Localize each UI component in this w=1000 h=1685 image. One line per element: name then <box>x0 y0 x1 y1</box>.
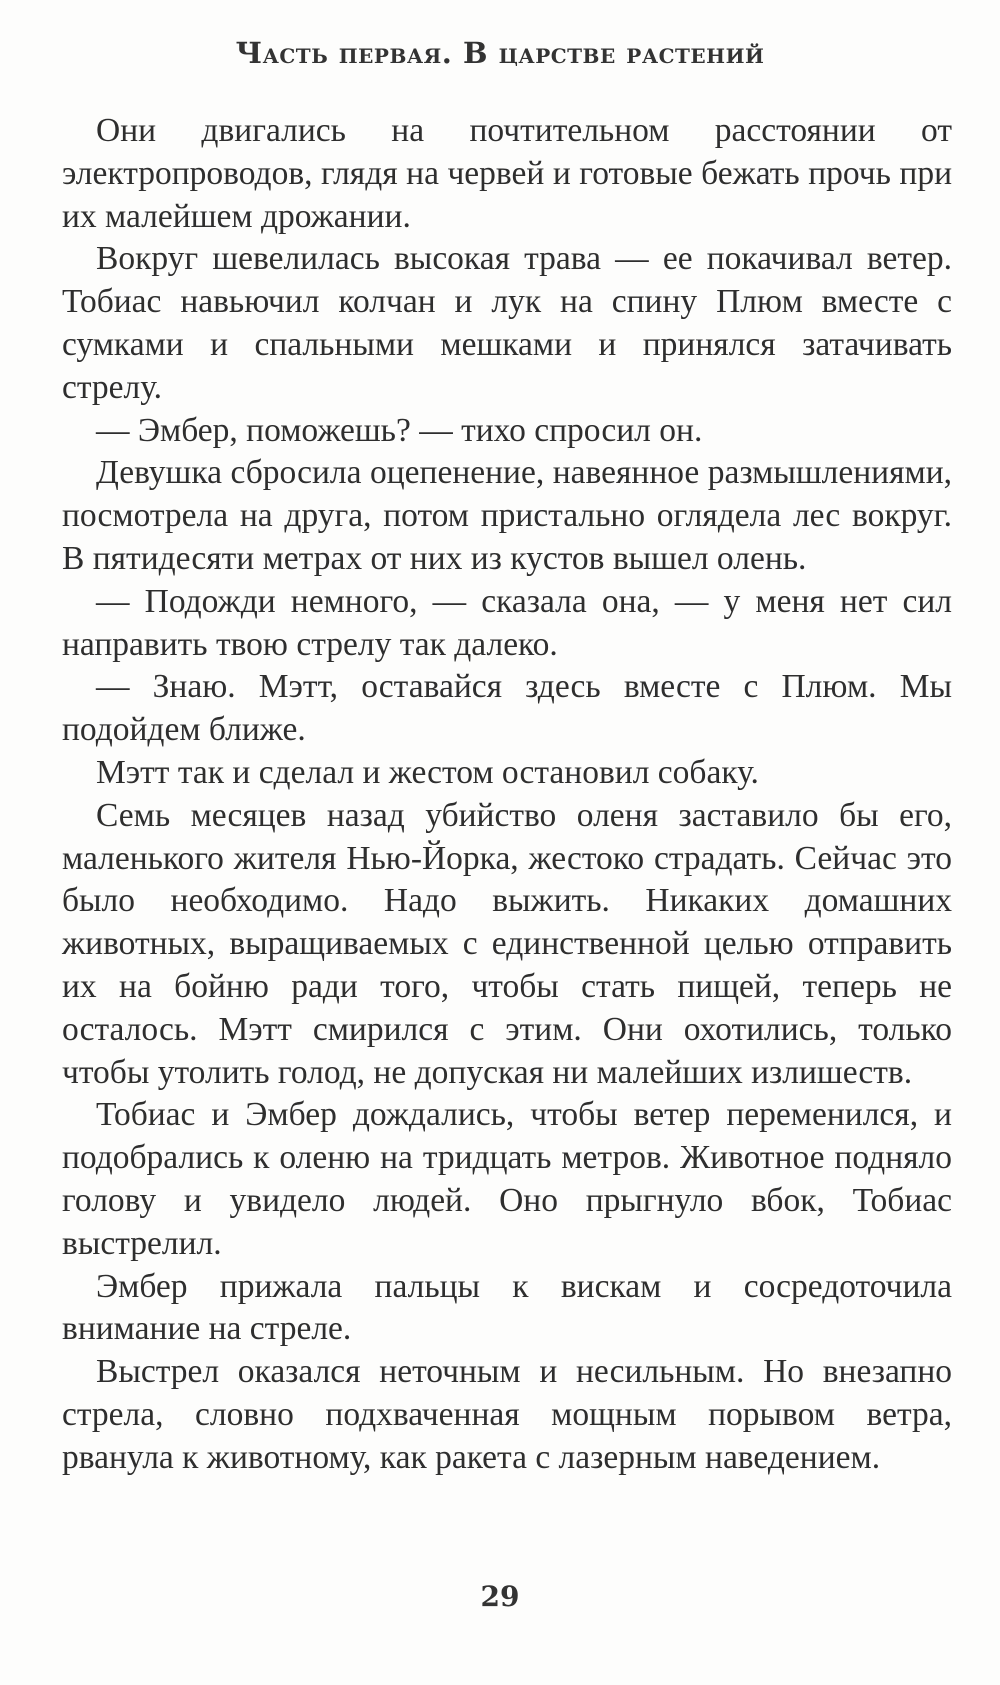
paragraph: Мэтт так и сделал и жестом остановил собаку. <box>96 753 759 791</box>
paragraph: Они двигались на почтительном расстоянии от электропроводов, глядя на червей и готовые бежать прочь при их малейшем дрожании. <box>62 112 952 235</box>
paragraph: Семь месяцев назад убийство оленя заставило бы его, маленького жителя Нью-Йорка, жестоко страдать. Сейчас это было необходимо. Надо выжить. Никаких домашних животных, выращиваемых с единственной целью отправить их на бойню ради того, чтобы стать пищей, теперь не осталось. Мэтт смирился с этим. Они охотились, только чтобы утолить голод, не допуская ни малейших излишеств. <box>62 796 952 1091</box>
body-text <box>62 110 952 1480</box>
paragraph: Эмбер прижала пальцы к вискам и сосредоточила внимание на стреле. <box>62 1267 952 1348</box>
paragraph: — Подожди немного, — сказала она, — у меня нет сил направить твою стрелу так далеко. <box>62 582 952 663</box>
paragraph: Тобиас и Эмбер дождались, чтобы ветер переменился, и подобрались к оленю на тридцать метров. Животное подняло голову и увидело людей. Оно прыгнуло вбок, Тобиас выстрелил. <box>62 1096 952 1262</box>
page-number: 29 <box>480 1580 520 1613</box>
paragraph: Вокруг шевелилась высокая трава — ее покачивал ветер. Тобиас навьючил колчан и лук на спину Плюм вместе с сумками и спальными мешками и принялся затачивать стрелу. <box>62 240 952 406</box>
paragraph: — Знаю. Мэтт, оставайся здесь вместе с Плюм. Мы подойдем ближе. <box>62 668 952 749</box>
running-head: Часть первая. В царстве растений <box>235 36 765 70</box>
paragraph: — Эмбер, поможешь? — тихо спросил он. <box>96 411 703 449</box>
paragraph: Выстрел оказался неточным и несильным. Но внезапно стрела, словно подхваченная мощным порывом ветра, рванула к животному, как ракета с лазерным наведением. <box>62 1353 952 1476</box>
paragraph: Девушка сбросила оцепенение, навеянное размышлениями, посмотрела на друга, потом пристально оглядела лес вокруг. В пятидесяти метрах от них из кустов вышел олень. <box>62 454 952 577</box>
